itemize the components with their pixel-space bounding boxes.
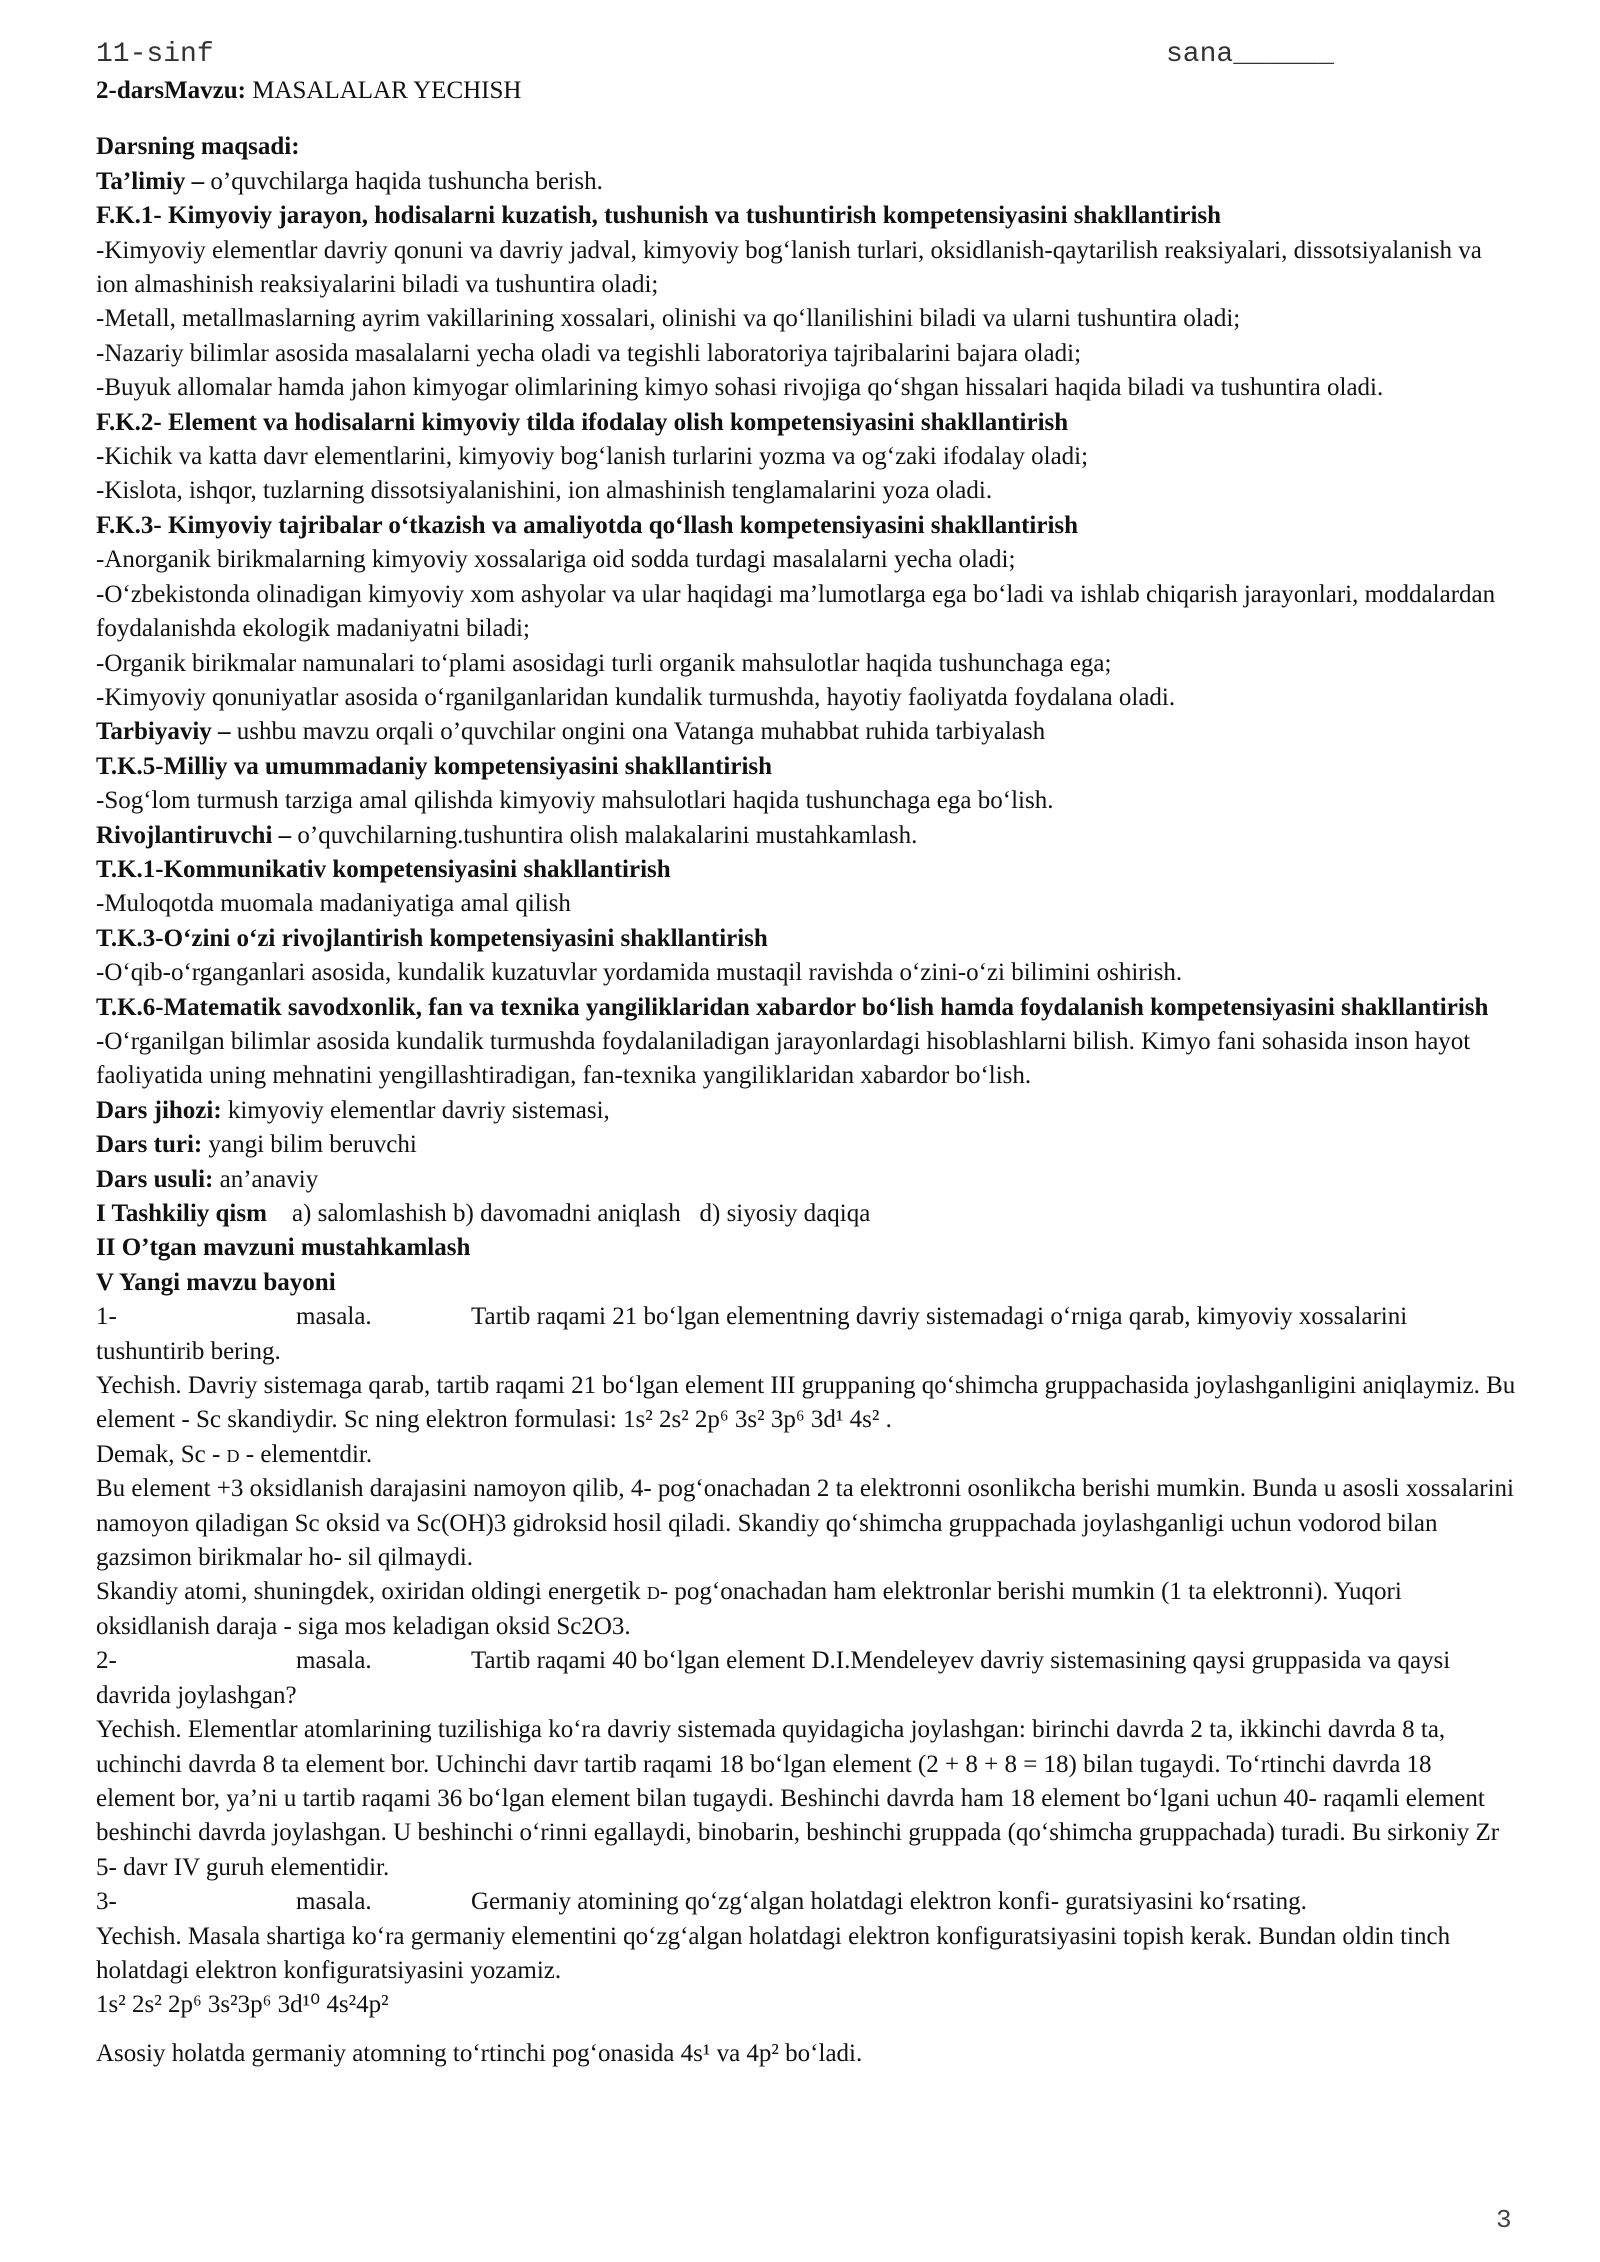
type-line <box>96 1128 1516 1162</box>
spacer <box>96 2023 1516 2037</box>
fk2-heading: F.K.2- Element va hodisalarni kimyoviy tilda ifodalay olish kompetensiyasini shakllantirish <box>96 408 1069 436</box>
equipment-label: Dars jihozi: <box>96 1096 222 1124</box>
tk6-item: -O‘rganilgan bilimlar asosida kundalik turmushda foydalaniladigan jarayonlardagi hisoblashlarni bilish. Kimyo fani sohasida inson hayot faoliyatida uning mehnatini yengillashtiradigan, fan-texnika yangiliklaridan xabardor bo‘lish. <box>96 1027 1471 1090</box>
problem-1-paragraph <box>96 1575 1516 1644</box>
solution-text: - pog‘onachadan ham elektronlar berishi mumkin (1 ta elektronni). Yuqori oksidlanish daraja - siga mos keladigan oksid Sc2O3. <box>96 1578 1402 1640</box>
lesson-title <box>96 74 1516 108</box>
problem-1-block-line <box>96 1438 1516 1472</box>
org-stage-line <box>96 1197 1516 1231</box>
tarbiyaviy-label: Tarbiyaviy – <box>96 718 231 746</box>
fk3-item: -Organik birikmalar namunalari to‘plami asosidagi turli organik mahsulotlar haqida tushunchaga ega; <box>96 649 1112 677</box>
problem-number: 1- <box>96 1303 117 1331</box>
spacer <box>96 108 1516 130</box>
fk1-item: -Buyuk allomalar hamda jahon kimyogar olimlarining kimyo sohasi rivojiga qo‘shgan hissalari haqida biladi va tushuntira oladi. <box>96 374 1384 402</box>
problem-word: masala. <box>296 1888 372 1916</box>
type-text: yangi bilim beruvchi <box>202 1131 417 1159</box>
topic-label: Mavzu: <box>164 77 246 104</box>
method-text: an’anaviy <box>213 1165 319 1193</box>
method-line <box>96 1163 1516 1197</box>
fk3-item: -O‘zbekistonda olinadigan kimyoviy xom ashyolar va ular haqidagi ma’lumotlarga ega bo‘ladi va ishlab chiqarish jarayonlari, moddalardan foydalanishda ekologik madaniyatni biladi; <box>96 580 1496 643</box>
electron-formula: 1s² 2s² 2p⁶ 3s² 3p⁶ 3d¹ 4s² <box>622 1406 880 1434</box>
problem-question-text: Tartib raqami 21 bo‘lgan elementning davriy sistemadagi o‘rniga qarab, kimyoviy xossalarini tushuntirib bering. <box>96 1303 1408 1365</box>
problem-question-text: Germaniy atomining qo‘zg‘algan holatdagi elektron konfi- guratsiyasini ko‘rsating. <box>471 1888 1307 1916</box>
solution-text: Yechish. Davriy sistemaga qarab, tartib raqami 21 bo‘lgan element III gruppaning qo‘shimcha gruppachasida joylashganligini aniqlaymiz. Bu element - Sc skandiydir. Sc ning elektron formulasi: <box>96 1372 1516 1434</box>
review-stage-heading: II O’tgan mavzuni mustahkamlash <box>96 1234 471 1262</box>
fk1-heading: F.K.1- Kimyoviy jarayon, hodisalarni kuzatish, tushunish va tushuntirish kompetensiyasini shakllantirish <box>96 202 1222 230</box>
problem-3-final: Asosiy holatda germaniy atomning to‘rtinchi pog‘onasida 4s¹ va 4p² bo‘ladi. <box>96 2039 863 2067</box>
problem-3-question <box>96 1885 1516 1919</box>
document-page <box>96 38 1516 2071</box>
fk1-item: -Kimyoviy elementlar davriy qonuni va davriy jadval, kimyoviy bog‘lanish turlari, oksidlanish-qaytarilish reaksiyalari, dissotsiyalanish va ion almashinish reaksiyalarini biladi va tushuntira oladi; <box>96 236 1482 299</box>
org-stage-label: I Tashkiliy qism <box>96 1200 267 1227</box>
tarbiyaviy-text: ushbu mavzu orqali o’quvchilar ongini ona Vatanga muhabbat ruhida tarbiyalash <box>230 718 1046 746</box>
problem-1-paragraph: Bu element +3 oksidlanish darajasini namoyon qilib, 4- pog‘onachadan 2 ta elektronni osonlikcha berishi mumkin. Bunda u asosli xossalarini namoyon qiladigan Sc oksid va Sc(OH)3 gidroksid hosil qiladi. Skandiy qo‘shimcha gruppachada joylashganligi uchun vodorod bilan gazsimon birikmalar ho- sil qilmaydi. <box>96 1475 1515 1572</box>
topic-text: MASALALAR YECHISH <box>245 77 522 104</box>
lesson-number: 2-dars <box>96 77 165 104</box>
solution-text: Skandiy atomi, shuningdek, oxiridan oldingi energetik <box>96 1578 647 1606</box>
fk3-item: -Anorganik birikmalarning kimyoviy xossalariga oid sodda turdagi masalalarni yecha oladi; <box>96 546 1016 574</box>
equipment-line <box>96 1094 1516 1128</box>
problem-1-solution <box>96 1369 1516 1438</box>
fk2-item: -Kislota, ishqor, tuzlarning dissotsiyalanishini, ion almashinish tenglamalarini yoza oladi. <box>96 477 993 505</box>
problem-1-question <box>96 1300 1516 1369</box>
problem-question-text: Tartib raqami 40 bo‘lgan element D.I.Mendeleyev davriy sistemasining qaysi gruppasida va qaysi davrida joylashgan? <box>96 1647 1451 1709</box>
problem-2-question <box>96 1644 1516 1713</box>
tk6-heading: T.K.6-Matematik savodxonlik, fan va texnika yangiliklaridan xabardor bo‘lish hamda foydalanish kompetensiyasini shakllantirish <box>96 993 1489 1021</box>
talimiy-line <box>96 165 1516 199</box>
rivoj-label: Rivojlantiruvchi – <box>96 821 292 849</box>
tk1-heading: T.K.1-Kommunikativ kompetensiyasini shakllantirish <box>96 855 671 883</box>
talimiy-label: Ta’limiy – <box>96 167 205 195</box>
rivoj-text: o’quvchilarning.tushuntira olish malakalarini mustahkamlash. <box>291 821 918 849</box>
problem-2-solution: Yechish. Elementlar atomlarining tuzilishiga ko‘ra davriy sistemada quyidagicha joylashgan: birinchi davrda 2 ta, ikkinchi davrda 8 ta, uchinchi davrda 8 ta element bor. Uchinchi davr tartib raqami 18 bo‘lgan element (2 + 8 + 8 = 18) bilan tugaydi. To‘rtinchi davrda 18 element bor, ya’ni u tartib raqami 36 bo‘lgan element bilan tugaydi. Beshinchi davrda ham 18 element bo‘lgani uchun 40- raqamli element beshinchi davrda joylashgan. U beshinchi o‘rinni egallaydi, binobarin, beshinchi gruppada (qo‘shimcha gruppachada) turadi. Bu sirkoniy Zr 5- davr IV guruh elementidir. <box>96 1716 1500 1881</box>
solution-text: Demak, Sc - <box>96 1440 227 1468</box>
page-header <box>96 38 1516 74</box>
fk1-item: -Nazariy bilimlar asosida masalalarni yecha oladi va tegishli laboratoriya tajribalarini bajara oladi; <box>96 339 1082 367</box>
tk5-heading: T.K.5-Milliy va umummadaniy kompetensiyasini shakllantirish <box>96 752 773 780</box>
fk3-heading: F.K.3- Kimyoviy tajribalar o‘tkazish va amaliyotda qo‘llash kompetensiyasini shakllantirish <box>96 511 1079 539</box>
formula-period: . <box>879 1406 892 1434</box>
page-number: 3 <box>1496 2205 1512 2235</box>
tarbiyaviy-line <box>96 715 1516 749</box>
tk1-item: -Muloqotda muomala madaniyatiga amal qilish <box>96 890 571 918</box>
fk2-item: -Kichik va katta davr elementlarini, kimyoviy bog‘lanish turlarini yozma va og‘zaki ifodalay oladi; <box>96 443 1089 471</box>
date-field: sana______ <box>1166 39 1335 70</box>
problem-number: 2- <box>96 1647 117 1675</box>
talimiy-text: o’quvchilarga haqida tushuncha berish. <box>204 167 603 195</box>
fk1-item: -Metall, metallmaslarning ayrim vakillarining xossalari, olinishi va qo‘llanilishini biladi va ularni tushuntira oladi; <box>96 305 1241 333</box>
rivoj-line <box>96 819 1516 853</box>
new-topic-heading: V Yangi mavzu bayoni <box>96 1268 336 1296</box>
type-label: Dars turi: <box>96 1131 203 1159</box>
block-letter: d <box>226 1440 240 1468</box>
method-label: Dars usuli: <box>96 1165 214 1193</box>
solution-text: - elementdir. <box>239 1440 373 1468</box>
tk3-item: -O‘qib-o‘rganganlari asosida, kundalik kuzatuvlar yordamida mustaqil ravishda o‘zini-o‘zi bilimini oshirish. <box>96 959 1183 987</box>
block-letter: d <box>646 1578 660 1606</box>
grade-label: 11-sinf <box>96 39 214 70</box>
germanium-formula: 1s² 2s² 2p⁶ 3s²3p⁶ 3d¹⁰ 4s²4p² <box>96 1991 389 2019</box>
problem-word: masala. <box>296 1647 372 1675</box>
equipment-text: kimyoviy elementlar davriy sistemasi, <box>221 1096 610 1124</box>
problem-number: 3- <box>96 1888 117 1916</box>
fk3-item: -Kimyoviy qonuniyatlar asosida o‘rganilganlaridan kundalik turmushda, hayotiy faoliyatda foydalana oladi. <box>96 683 1176 711</box>
goals-heading: Darsning maqsadi: <box>96 133 300 161</box>
problem-3-solution: Yechish. Masala shartiga ko‘ra germaniy elementini qo‘zg‘algan holatdagi elektron konfiguratsiyasini topish kerak. Bundan oldin tinch holatdagi elektron konfiguratsiyasini yozamiz. <box>96 1922 1451 1984</box>
org-stage-text: a) salomlashish b) davomadni aniqlash d) siyosiy daqiqa <box>266 1200 871 1227</box>
tk5-item: -Sog‘lom turmush tarziga amal qilishda kimyoviy mahsulotlari haqida tushunchaga ega bo‘lish. <box>96 787 1054 815</box>
tk3-heading: T.K.3-O‘zini o‘zi rivojlantirish kompetensiyasini shakllantirish <box>96 924 768 952</box>
problem-word: masala. <box>296 1303 372 1331</box>
